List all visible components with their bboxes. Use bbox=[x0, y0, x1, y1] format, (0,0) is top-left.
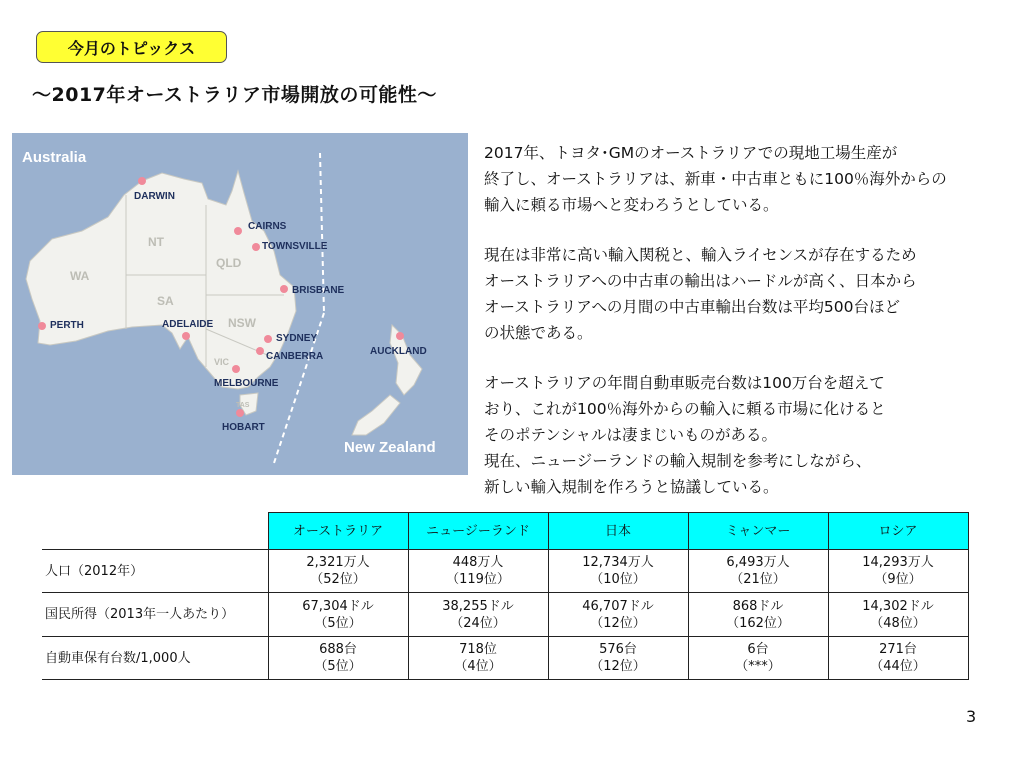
col-header-nz: ニュージーランド bbox=[408, 513, 548, 550]
australia-nz-map bbox=[12, 133, 468, 475]
city-melbourne: MELBOURNE bbox=[214, 378, 279, 389]
col-header-japan: 日本 bbox=[548, 513, 688, 550]
table-cell: 12,734万人 （10位） bbox=[548, 550, 688, 593]
city-dot-perth bbox=[38, 322, 46, 330]
table-row-vehicles bbox=[42, 637, 968, 680]
table-cell: 38,255ドル （24位） bbox=[408, 593, 548, 637]
state-wa: WA bbox=[70, 269, 90, 283]
topic-badge: 今月のトピックス bbox=[36, 31, 227, 63]
table-row-population bbox=[42, 550, 968, 593]
city-dot-canberra bbox=[256, 347, 264, 355]
city-dot-cairns bbox=[234, 227, 242, 235]
table-cell: 14,293万人 （9位） bbox=[828, 550, 968, 593]
table-cell: 576台 （12位） bbox=[548, 637, 688, 680]
table-cell: 718位 （4位） bbox=[408, 637, 548, 680]
country-stats-table bbox=[42, 512, 969, 680]
map-label-nz: New Zealand bbox=[344, 439, 436, 456]
body-line: オーストラリアの年間自動車販売台数は100万台を超えて bbox=[484, 374, 885, 392]
page-number: 3 bbox=[966, 707, 977, 726]
table-cell: 688台 （5位） bbox=[268, 637, 408, 680]
city-dot-darwin bbox=[138, 177, 146, 185]
row-label: 自動車保有台数/1,000人 bbox=[42, 637, 268, 680]
city-townsville: TOWNSVILLE bbox=[262, 241, 328, 252]
city-dot-sydney bbox=[264, 335, 272, 343]
row-label: 人口（2012年） bbox=[42, 550, 268, 593]
table-row-income bbox=[42, 593, 968, 637]
page-title: ～2017年オーストラリア市場開放の可能性～ bbox=[32, 84, 437, 106]
state-sa: SA bbox=[157, 294, 174, 308]
table-cell: 14,302ドル （48位） bbox=[828, 593, 968, 637]
body-text bbox=[484, 140, 1024, 500]
city-brisbane: BRISBANE bbox=[292, 285, 345, 296]
city-darwin: DARWIN bbox=[134, 191, 175, 202]
body-line: オーストラリアへの月間の中古車輸出台数は平均500台ほど bbox=[484, 298, 901, 316]
col-header-myanmar: ミャンマー bbox=[688, 513, 828, 550]
table-cell: 448万人 （119位） bbox=[408, 550, 548, 593]
city-dot-townsville bbox=[252, 243, 260, 251]
city-dot-auckland bbox=[396, 332, 404, 340]
city-canberra: CANBERRA bbox=[266, 351, 324, 362]
state-qld: QLD bbox=[216, 256, 242, 270]
city-adelaide: ADELAIDE bbox=[162, 319, 214, 330]
city-cairns: CAIRNS bbox=[248, 221, 287, 232]
table-cell: 67,304ドル （5位） bbox=[268, 593, 408, 637]
table-cell: 6台 （***） bbox=[688, 637, 828, 680]
row-label: 国民所得（2013年一人あたり） bbox=[42, 593, 268, 637]
table-cell: 868ドル （162位） bbox=[688, 593, 828, 637]
body-line: オーストラリアへの中古車の輸出はハードルが高く、日本から bbox=[484, 272, 917, 290]
state-vic: VIC bbox=[214, 357, 230, 367]
body-line: 輸入に頼る市場へと変わろうとしている。 bbox=[484, 196, 779, 214]
city-hobart: HOBART bbox=[222, 422, 265, 433]
body-line: 2017年、トヨタ･GMのオーストラリアでの現地工場生産が bbox=[484, 144, 898, 162]
city-perth: PERTH bbox=[50, 320, 84, 331]
city-dot-adelaide bbox=[182, 332, 190, 340]
city-dot-melbourne bbox=[232, 365, 240, 373]
body-line: の状態である。 bbox=[484, 324, 593, 342]
state-nsw: NSW bbox=[228, 316, 256, 330]
col-header-russia: ロシア bbox=[828, 513, 968, 550]
table-cell: 6,493万人 （21位） bbox=[688, 550, 828, 593]
col-header-australia: オーストラリア bbox=[268, 513, 408, 550]
map-label-australia: Australia bbox=[22, 149, 87, 166]
table-cell: 2,321万人 （52位） bbox=[268, 550, 408, 593]
state-tas: TAS bbox=[236, 402, 250, 409]
city-dot-hobart bbox=[236, 409, 244, 417]
body-line: おり、これが100％海外からの輸入に頼る市場に化けると bbox=[484, 400, 886, 418]
body-line: 現在は非常に高い輸入関税と、輸入ライセンスが存在するため bbox=[484, 246, 917, 264]
body-line: 新しい輸入規制を作ろうと協議している。 bbox=[484, 478, 779, 496]
city-dot-brisbane bbox=[280, 285, 288, 293]
body-line: そのポテンシャルは凄まじいものがある。 bbox=[484, 426, 778, 444]
city-sydney: SYDNEY bbox=[276, 333, 318, 344]
table-cell: 46,707ドル （12位） bbox=[548, 593, 688, 637]
body-line: 終了し、オーストラリアは、新車・中古車ともに100％海外からの bbox=[484, 170, 947, 188]
body-line: 現在、ニュージーランドの輸入規制を参考にしながら、 bbox=[484, 452, 872, 470]
city-auckland: AUCKLAND bbox=[370, 346, 427, 357]
table-cell: 271台 （44位） bbox=[828, 637, 968, 680]
table-corner bbox=[42, 513, 268, 550]
state-nt: NT bbox=[148, 235, 164, 249]
